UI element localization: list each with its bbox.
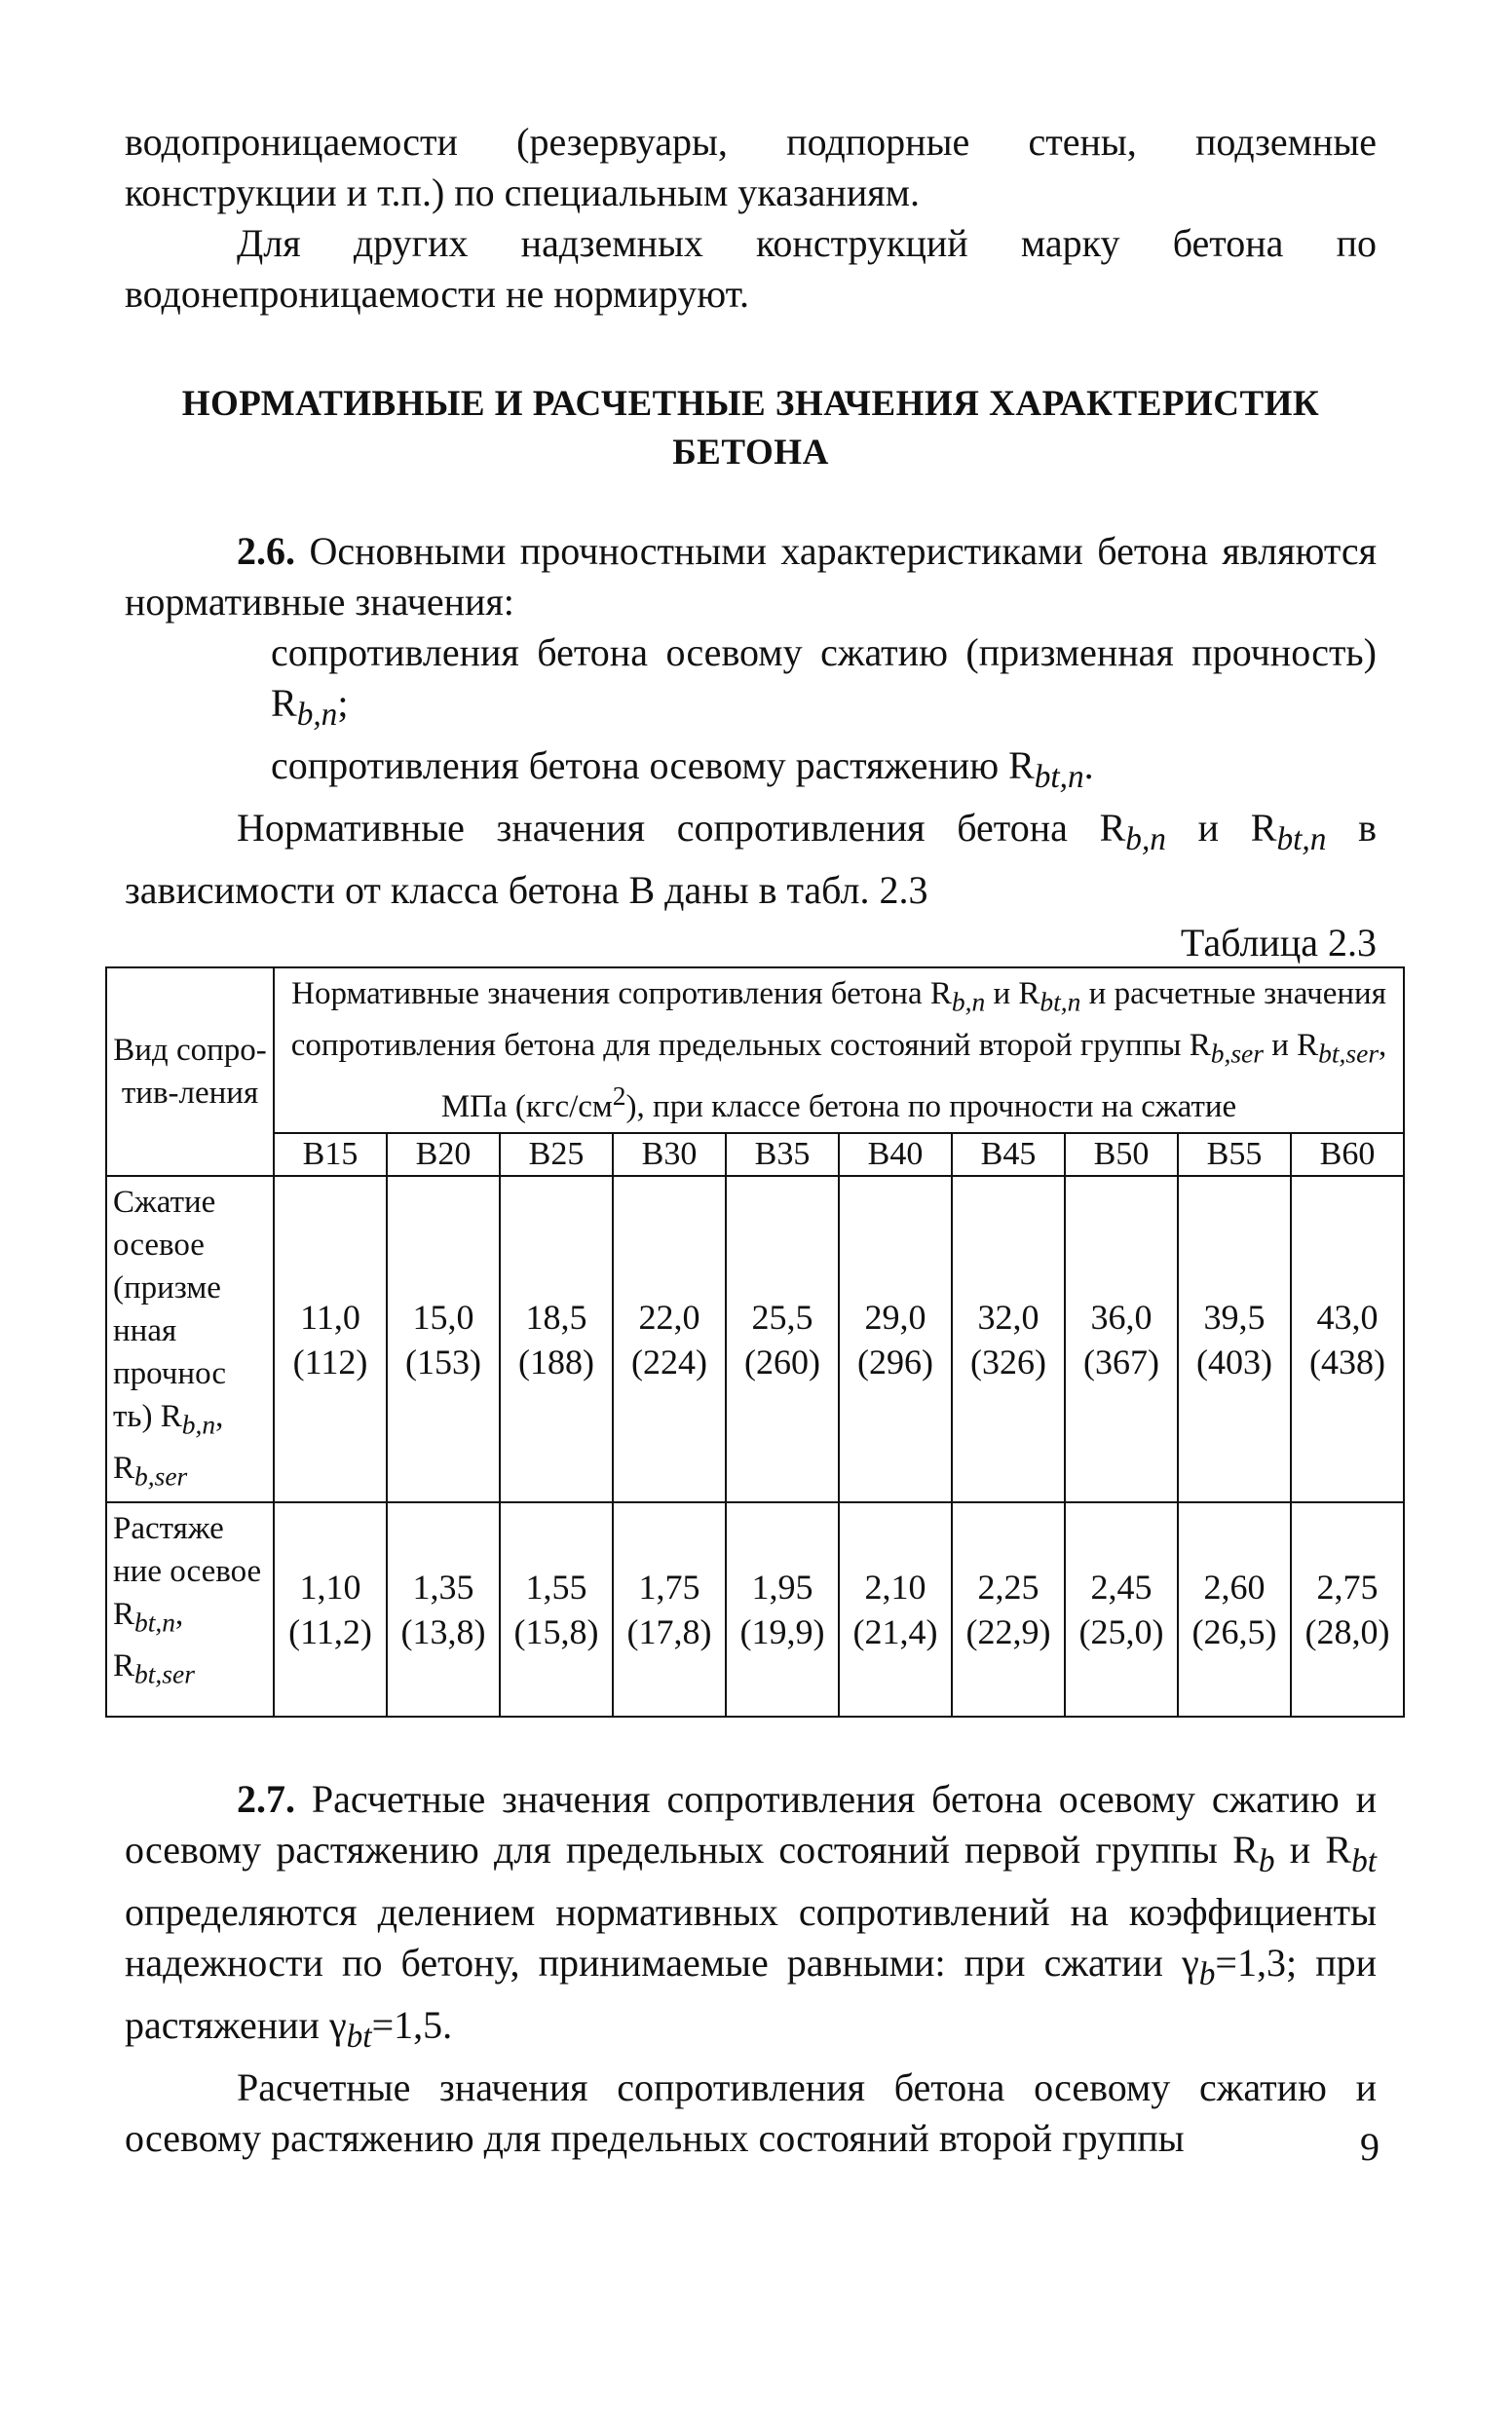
value-cell: [613, 1176, 726, 1502]
value-cell: [726, 1502, 839, 1717]
page-number: 9: [1360, 2125, 1380, 2169]
list-item-text: сопротивления бетона осевому растяжению R: [271, 743, 1035, 787]
table-header-row: [106, 967, 1404, 1133]
superscript: 2: [612, 1080, 626, 1112]
subscript: bt,ser: [134, 1658, 195, 1689]
table-caption: Таблица 2.3: [1180, 921, 1377, 965]
header-text: Нормативные значения сопротивления бетона R: [291, 976, 952, 1011]
row-label-text: , R: [113, 1399, 224, 1486]
kgf-value: (13,8): [400, 1612, 486, 1652]
kgf-value: (19,9): [739, 1612, 825, 1652]
subscript: b: [1198, 1956, 1216, 1993]
mpa-value: 2,60: [1203, 1568, 1266, 1608]
mpa-value: 11,0: [300, 1297, 360, 1337]
subscript: b,ser: [1210, 1038, 1264, 1069]
subscript: bt: [1351, 1843, 1377, 1880]
subscript: b: [1258, 1843, 1275, 1880]
text-run: и R: [1274, 1828, 1352, 1873]
text-run: Расчетные значения сопротивления бетона осевому сжатию и осевому растяжению для предельных состояний первой группы R: [125, 1777, 1378, 1873]
class-cell: В60: [1291, 1133, 1404, 1176]
punct: ;: [337, 681, 349, 725]
subscript: bt,n: [1276, 821, 1327, 857]
mpa-value: 36,0: [1090, 1297, 1153, 1337]
kgf-value: (367): [1083, 1342, 1159, 1381]
strength-table: [105, 966, 1405, 1718]
header-text: и R: [985, 976, 1040, 1011]
class-cell: В55: [1178, 1133, 1291, 1176]
mpa-value: 2,75: [1316, 1568, 1379, 1608]
mpa-value: 1,95: [751, 1568, 813, 1608]
header-text: и R: [1263, 1027, 1319, 1063]
header-text: ), при классе бетона по прочности на сжатие: [625, 1089, 1237, 1125]
row-label: [106, 1502, 274, 1717]
table-reference-paragraph: [125, 803, 1377, 916]
value-cell: [500, 1176, 613, 1502]
kgf-value: (25,0): [1078, 1612, 1164, 1652]
row-label: [106, 1176, 274, 1502]
value-cell: [952, 1176, 1065, 1502]
text-run: в зависимости от класса бетона В даны в табл. 2.3: [125, 806, 1378, 912]
kgf-value: (438): [1309, 1342, 1385, 1381]
intro-paragraph-2: Для других надземных конструкций марку бетона по водонепроницаемости не нормируют.: [125, 221, 1377, 316]
kgf-value: (403): [1196, 1342, 1272, 1381]
mpa-value: 1,10: [299, 1568, 361, 1608]
mpa-value: 1,75: [638, 1568, 700, 1608]
clause-number: 2.6.: [237, 529, 295, 573]
mpa-value: 15,0: [412, 1297, 474, 1337]
value-cell: [1065, 1176, 1178, 1502]
mpa-value: 2,10: [864, 1568, 926, 1608]
subscript: b,ser: [134, 1460, 188, 1492]
section-heading: НОРМАТИВНЫЕ И РАСЧЕТНЫЕ ЗНАЧЕНИЯ ХАРАКТЕРИСТИК БЕТОНА: [181, 384, 1320, 473]
text-run: Нормативные значения сопротивления бетона R: [237, 806, 1126, 850]
kgf-value: (296): [857, 1342, 933, 1381]
kgf-value: (112): [292, 1342, 368, 1381]
mpa-value: 2,45: [1090, 1568, 1153, 1608]
row-label-text: Сжатие осевое (призме нная прочнос ть) R: [113, 1185, 227, 1435]
value-cell: [387, 1502, 500, 1717]
value-cell: [839, 1502, 952, 1717]
kgf-value: (326): [970, 1342, 1046, 1381]
text-run: =1,3; при растяжении γ: [125, 1941, 1378, 2048]
subscript: b,n: [296, 697, 338, 733]
last-paragraph: Расчетные значения сопротивления бетона осевому сжатию и осевому растяжению для предельных состояний второй группы: [125, 2065, 1377, 2161]
value-cell: [952, 1502, 1065, 1717]
kgf-value: (153): [405, 1342, 481, 1381]
class-cell: В35: [726, 1133, 839, 1176]
clause-text: Основными прочностными характеристиками бетона являются нормативные значения:: [125, 529, 1377, 624]
value-cell: [839, 1176, 952, 1502]
header-text: и расчетные значения сопротивления бетона для предельных состояний второй группы R: [290, 976, 1386, 1063]
value-cell: [1178, 1176, 1291, 1502]
table-header: [274, 967, 1404, 1133]
value-cell: [1178, 1502, 1291, 1717]
text-run: =1,5.: [371, 2003, 453, 2048]
kgf-value: (11,2): [288, 1612, 372, 1652]
mpa-value: 39,5: [1203, 1297, 1266, 1337]
class-cell: В50: [1065, 1133, 1178, 1176]
kgf-value: (260): [744, 1342, 820, 1381]
text-run: определяются делением нормативных сопротивлений на коэффициенты надежности по бетону, принимаемые равными: при сжатии γ: [125, 1890, 1377, 1986]
value-cell: [387, 1176, 500, 1502]
mpa-value: 1,35: [412, 1568, 474, 1608]
mpa-value: 1,55: [525, 1568, 587, 1608]
kgf-value: (188): [518, 1342, 594, 1381]
punct: .: [1083, 743, 1094, 787]
mpa-value: 32,0: [977, 1297, 1040, 1337]
kgf-value: (17,8): [626, 1612, 712, 1652]
value-cell: [613, 1502, 726, 1717]
table-row-tension: [106, 1502, 1404, 1717]
table-row-compression: [106, 1176, 1404, 1502]
row-label-text: Растяже ние осевое R: [113, 1511, 262, 1633]
class-cell: В25: [500, 1133, 613, 1176]
class-cell: В40: [839, 1133, 952, 1176]
kgf-value: (28,0): [1304, 1612, 1390, 1652]
intro-paragraph-1: водопроницаемости (резервуары, подпорные стены, подземные конструкции и т.п.) по специальным указаниям.: [125, 120, 1377, 214]
subscript: b,n: [951, 986, 986, 1017]
value-cell: [274, 1176, 387, 1502]
subscript: bt,n: [1040, 986, 1081, 1017]
mpa-value: 22,0: [638, 1297, 700, 1337]
header-text: , МПа (кгс/см: [440, 1027, 1387, 1125]
mpa-value: 2,25: [977, 1568, 1040, 1608]
value-cell: [500, 1502, 613, 1717]
subscript: b,n: [1125, 821, 1166, 857]
document-page: [113, 117, 1390, 2164]
subscript: bt,n: [1034, 759, 1084, 795]
value-cell: [1291, 1176, 1404, 1502]
class-row: [106, 1133, 1404, 1176]
mpa-value: 43,0: [1316, 1297, 1379, 1337]
text-run: и R: [1165, 806, 1277, 850]
kgf-value: (15,8): [513, 1612, 599, 1652]
clause-2-6: [125, 526, 1377, 627]
list-item-2: [125, 740, 1377, 803]
mpa-value: 18,5: [525, 1297, 587, 1337]
class-cell: В30: [613, 1133, 726, 1176]
list-item-1: [125, 627, 1377, 740]
subscript: bt,n: [134, 1607, 176, 1638]
list-item-text: сопротивления бетона осевому сжатию (призменная прочность) R: [271, 630, 1377, 725]
row-label-text: , R: [113, 1597, 184, 1684]
column-head-type: Вид сопро-тив-ления: [106, 967, 274, 1176]
value-cell: [274, 1502, 387, 1717]
kgf-value: (26,5): [1191, 1612, 1277, 1652]
mpa-value: 25,5: [751, 1297, 813, 1337]
mpa-value: 29,0: [864, 1297, 926, 1337]
kgf-value: (22,9): [965, 1612, 1051, 1652]
value-cell: [1065, 1502, 1178, 1717]
value-cell: [1291, 1502, 1404, 1717]
clause-2-7: [125, 1774, 1377, 2062]
class-cell: В20: [387, 1133, 500, 1176]
value-cell: [726, 1176, 839, 1502]
kgf-value: (21,4): [852, 1612, 938, 1652]
subscript: b,n: [181, 1409, 216, 1440]
class-cell: В15: [274, 1133, 387, 1176]
subscript: bt,ser: [1318, 1038, 1380, 1069]
class-cell: В45: [952, 1133, 1065, 1176]
subscript: bt: [346, 2019, 372, 2056]
clause-number: 2.7.: [237, 1777, 295, 1822]
kgf-value: (224): [631, 1342, 707, 1381]
